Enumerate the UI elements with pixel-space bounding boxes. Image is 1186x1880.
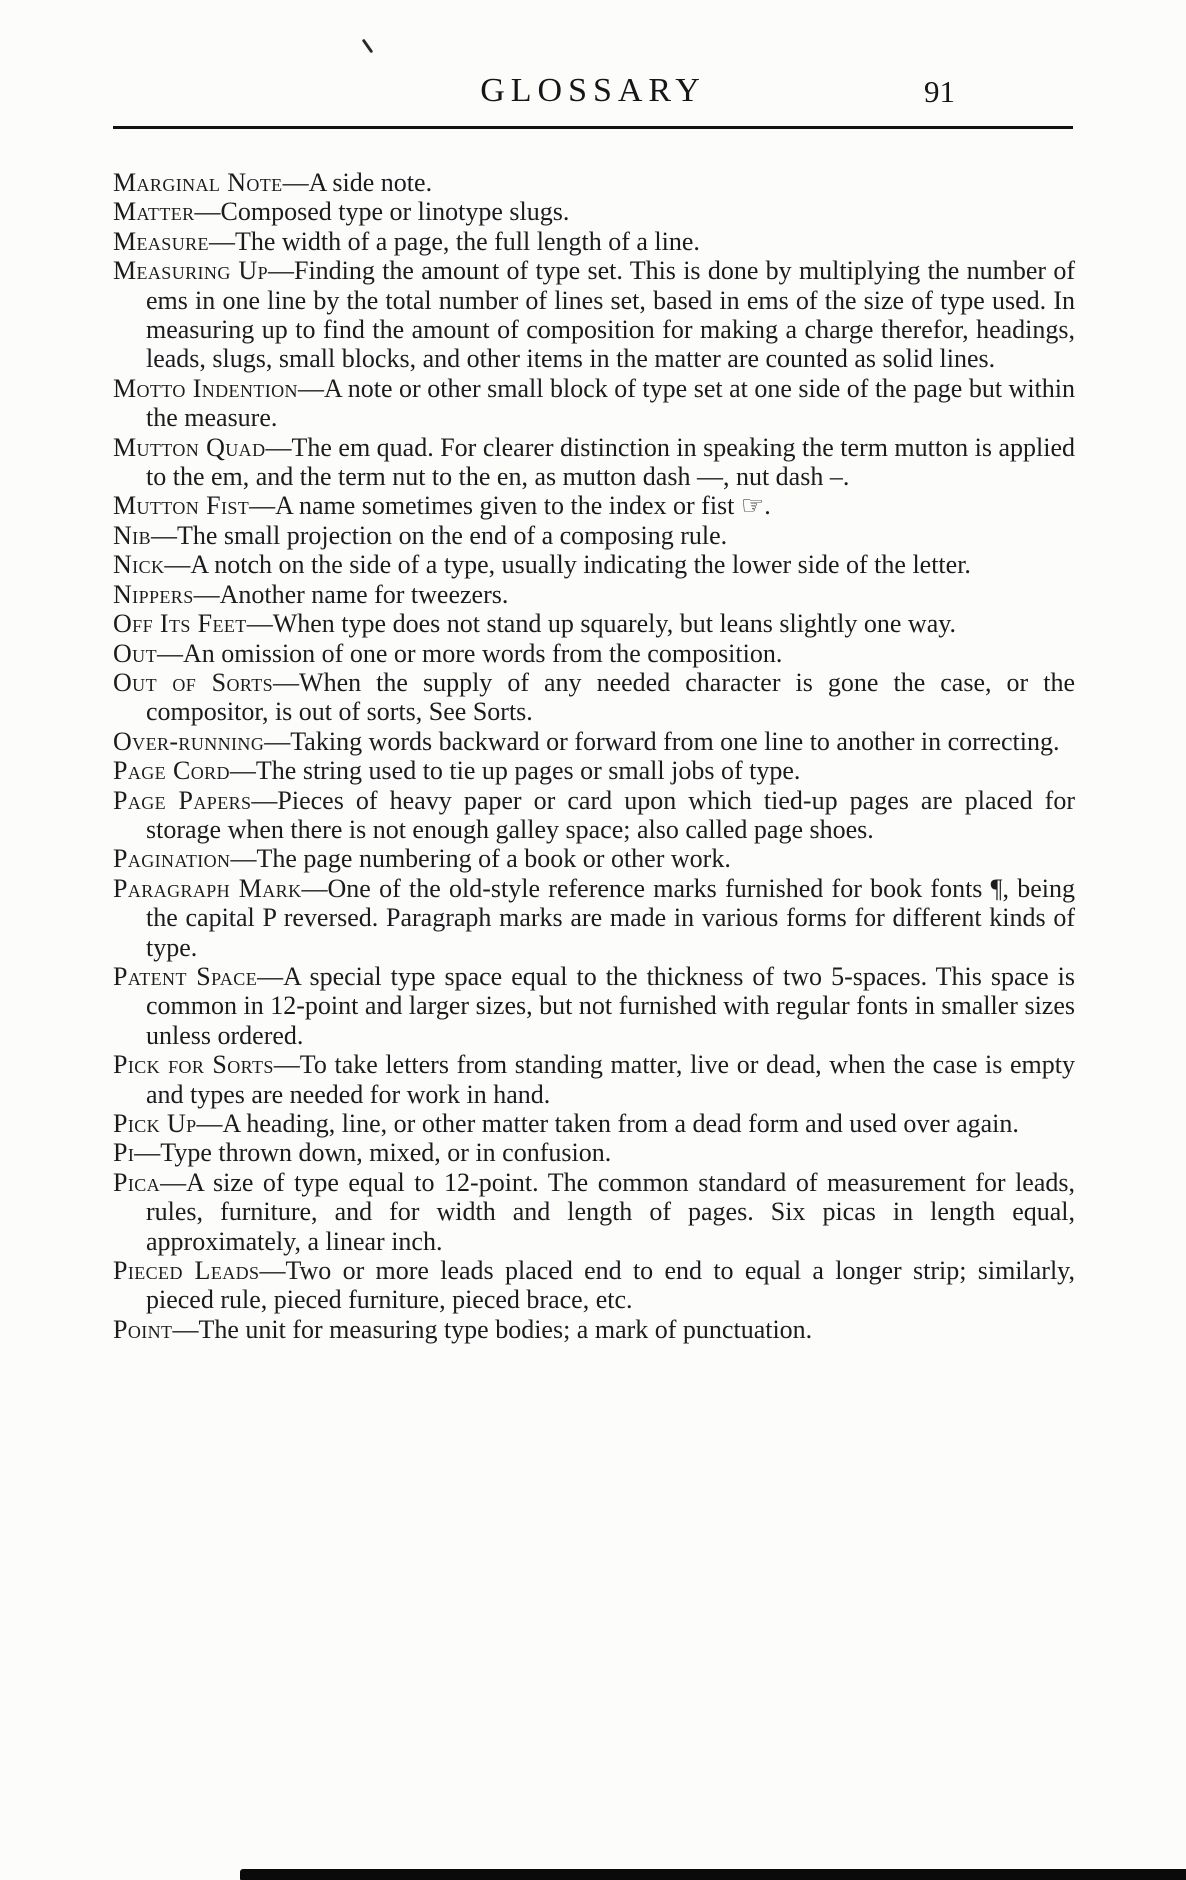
- entry-definition: —A special type space equal to the thickness of two 5-spaces. This space is common in 12-point and larger sizes, but not furnished with regular fonts in smaller sizes unless ordered.: [146, 961, 1075, 1050]
- glossary-entry: [113, 580, 1075, 609]
- glossary-entry: [113, 962, 1075, 1050]
- entry-definition: —Type thrown down, mixed, or in confusion.: [134, 1138, 612, 1168]
- glossary-entry: [113, 1168, 1075, 1256]
- entry-term: Page Papers: [113, 785, 252, 815]
- entry-term: Out: [113, 638, 157, 668]
- glossary-entry: [113, 374, 1075, 433]
- entry-term: Nib: [113, 520, 151, 550]
- glossary-entry: [113, 433, 1075, 492]
- entry-term: Nick: [113, 550, 165, 580]
- entry-definition: —The string used to tie up pages or small jobs of type.: [229, 756, 801, 786]
- entry-term: Measuring Up: [113, 256, 268, 286]
- entry-definition: —Another name for tweezers.: [193, 579, 509, 609]
- glossary-entry: [113, 874, 1075, 962]
- scan-artifact-bar: [240, 1869, 1186, 1880]
- entry-term: Pica: [113, 1167, 161, 1197]
- glossary-entry: [113, 521, 1075, 550]
- entry-term: Page Cord: [113, 756, 230, 786]
- entry-term: Pick for Sorts: [113, 1050, 274, 1080]
- entry-definition: —The em quad. For clearer distinction in speaking the term mutton is applied to the em, and the term nut to the en, as mutton dash —, nut dash –.: [146, 432, 1075, 492]
- entry-term: Nippers: [113, 579, 194, 609]
- glossary-entry: [113, 727, 1075, 756]
- glossary-entry: [113, 256, 1075, 374]
- entry-term: Paragraph Mark: [113, 873, 302, 903]
- entry-definition: —To take letters from standing matter, live or dead, when the case is empty and types are needed for work in hand.: [146, 1050, 1075, 1109]
- entry-definition: —The width of a page, the full length of a line.: [208, 226, 700, 256]
- glossary-entry: [113, 844, 1075, 873]
- glossary-entry: [113, 639, 1075, 668]
- scan-speck: [362, 39, 374, 54]
- entry-definition: —Finding the amount of type set. This is done by multiplying the number of ems in one line by the total number of lines set, based in ems of the size of type used. In measuring up to find the amount of composition for making a charge therefor, headings, leads, slugs, small blocks, and other items in the matter are counted as solid lines.: [146, 256, 1075, 374]
- entry-definition: —A notch on the side of a type, usually indicating the lower side of the letter.: [164, 550, 971, 580]
- glossary-entry: [113, 491, 1075, 520]
- entry-term: Marginal Note: [113, 168, 283, 197]
- glossary-entry: [113, 609, 1075, 638]
- entry-definition: —The small projection on the end of a composing rule.: [150, 520, 728, 550]
- page-number: 91: [924, 74, 955, 109]
- entry-definition: —A heading, line, or other matter taken from a dead form and used over again.: [196, 1109, 1019, 1138]
- entry-definition: —An omission of one or more words from the composition.: [156, 638, 783, 668]
- entry-definition: —Composed type or linotype slugs.: [194, 197, 570, 227]
- glossary-entry: [113, 197, 1075, 226]
- glossary-entry: [113, 668, 1075, 727]
- entry-definition: —When the supply of any needed character is gone the case, or the compositor, is out of sorts, See Sorts.: [146, 667, 1075, 727]
- entry-term: Pagination: [113, 844, 231, 874]
- entry-term: Pi: [113, 1138, 135, 1168]
- entry-term: Matter: [113, 197, 195, 227]
- entry-term: Point: [113, 1314, 173, 1344]
- glossary-entries: [113, 168, 1075, 1344]
- glossary-entry: [113, 1138, 1075, 1167]
- glossary-entry: [113, 550, 1075, 579]
- entry-definition: —The page numbering of a book or other work.: [230, 844, 731, 874]
- entry-term: Pieced Leads: [113, 1256, 260, 1286]
- glossary-entry: [113, 1256, 1075, 1315]
- glossary-entry: [113, 756, 1075, 785]
- entry-definition: —A side note.: [282, 168, 433, 197]
- entry-definition: —Taking words backward or forward from one line to another in correcting.: [264, 726, 1060, 756]
- glossary-entry: [113, 227, 1075, 256]
- glossary-entry: [113, 1315, 1075, 1344]
- entry-term: Pick Up: [113, 1109, 197, 1138]
- entry-definition: —Two or more leads placed end to end to equal a longer strip; similarly, pieced rule, pieced furniture, pieced brace, etc.: [146, 1256, 1075, 1315]
- entry-definition: —The unit for measuring type bodies; a mark of punctuation.: [172, 1314, 813, 1344]
- entry-definition: —A note or other small block of type set at one side of the page but within the measure.: [146, 373, 1075, 433]
- entry-definition: —A name sometimes given to the index or fist ☞.: [249, 491, 771, 521]
- entry-term: Out of Sorts: [113, 667, 274, 697]
- entry-term: Measure: [113, 226, 209, 256]
- entry-term: Patent Space: [113, 961, 258, 991]
- entry-term: Mutton Fist: [113, 491, 250, 521]
- header-rule: [113, 126, 1073, 129]
- glossary-entry: [113, 1109, 1075, 1138]
- entry-term: Off Its Feet: [113, 609, 247, 639]
- entry-term: Over-running: [113, 726, 265, 756]
- entry-definition: —A size of type equal to 12-point. The common standard of measurement for leads, rules, furniture, and for width and length of pages. Six picas in length equal, approximately, a linear inch.: [146, 1167, 1075, 1256]
- glossary-entry: [113, 786, 1075, 845]
- glossary-entry: [113, 1050, 1075, 1109]
- entry-term: Mutton Quad: [113, 432, 266, 462]
- entry-definition: —Pieces of heavy paper or card upon which tied-up pages are placed for storage when there is not enough galley space; also called page shoes.: [146, 785, 1075, 844]
- entry-definition: —One of the old-style reference marks furnished for book fonts ¶, being the capital P reversed. Paragraph marks are made in various forms for different kinds of type.: [146, 873, 1076, 962]
- running-head: [113, 72, 1073, 116]
- glossary-entry: [113, 168, 1075, 197]
- entry-term: Motto Indention: [113, 373, 298, 403]
- entry-definition: —When type does not stand up squarely, but leans slightly one way.: [246, 609, 957, 639]
- page-title: GLOSSARY: [480, 72, 706, 109]
